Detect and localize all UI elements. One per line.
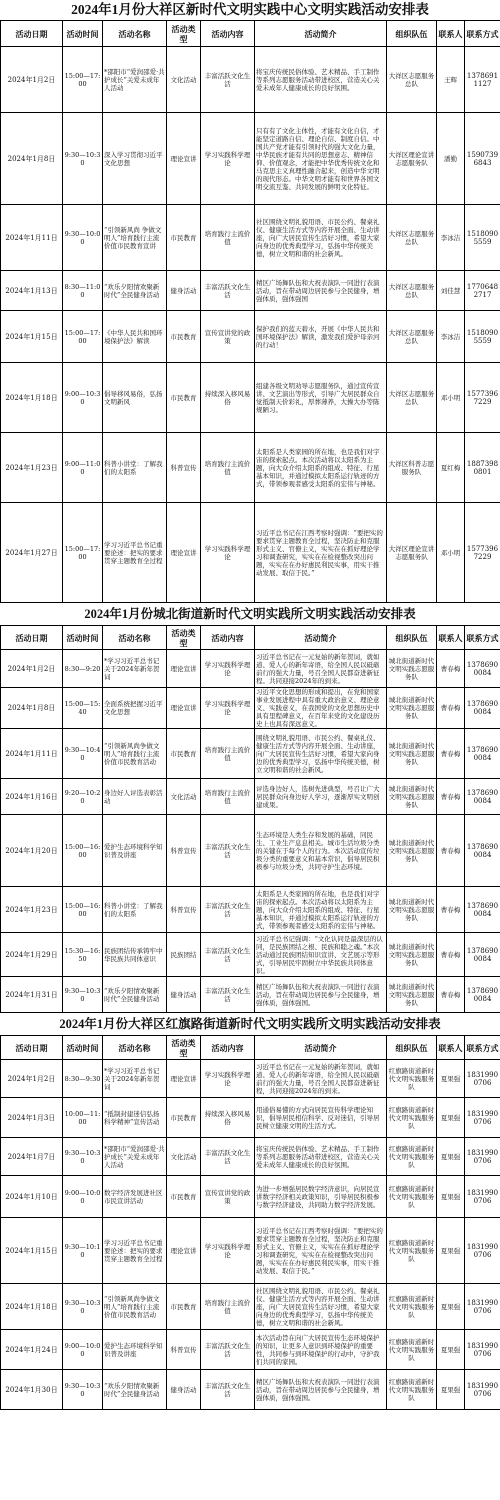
date-cell: 2024年1月3日 [1,1098,63,1138]
contact-cell: 曹春梅 [437,887,465,933]
intro-cell: 为进一步增强居民数字经济意识，向居民宣讲数字经济相关政策知识，引导居民积极参与数字经济建设，共同助力数字经济发展。 [255,1176,387,1218]
team-cell: 大祥区科普志愿服务队 [387,433,437,503]
type-cell: 健身活动 [167,271,201,311]
table-row [1,1330,500,1370]
column-header: 活动时间 [63,626,103,650]
contact-cell: 夏果强 [437,1330,465,1370]
intro-cell: 组建各级文明劝导志愿服务队，通过宣传宣讲、文艺演出等形式，引导广大居民群众自觉抵制天价彩礼，厚葬薄养，大操大办等陈规陋习。 [255,363,387,433]
column-header: 联系方式 [465,21,500,47]
table-header-row [1,626,500,650]
name-cell: “引领新风尚争做文明人”培育践行主流价值市民教育活动 [103,729,167,779]
date-cell: 2024年1月10日 [1,1176,63,1218]
contact-cell: 夏果强 [437,1218,465,1284]
table-row [1,1098,500,1138]
name-cell: *学习习近平总书记关于2024年新年贺词 [103,1060,167,1098]
time-cell: 9:30—10:30 [63,1138,103,1176]
team-cell: 大祥区志愿服务总队 [387,205,437,271]
team-cell: 大祥区志愿服务总队 [387,271,437,311]
schedule-table [0,625,500,1013]
content-cell: 丰富活跃文化生活 [201,933,255,977]
name-cell: 爱护生态环境科学知识普及讲座 [103,1330,167,1370]
time-cell: 9:30—10:30 [63,977,103,1013]
phone-cell: 15907396843 [465,113,500,205]
phone-cell: 18319900706 [465,1098,500,1138]
name-cell: 科普小讲堂：了解我们的太阳系 [103,433,167,503]
team-cell: 红旗路街道新时代文明实践服务队 [387,1176,437,1218]
date-cell: 2024年1月8日 [1,688,63,729]
phone-cell: 13786900084 [465,650,500,688]
team-cell: 城北街道新时代文明实践志愿服务队 [387,650,437,688]
team-cell: 大祥区理论宣讲志愿服务队 [387,503,437,603]
time-cell: 15:00—15:40 [63,688,103,729]
team-cell: 红旗路街道新时代文明实践服务队 [387,1138,437,1176]
column-header: 活动简介 [255,21,387,47]
date-cell: 2024年1月30日 [1,1370,63,1410]
intro-cell: 用通俗易懂的方式向居民宣传科学理论知识，倡导居民相信科学、反对迷信，引导居民树立健康文明的生活方式。 [255,1098,387,1138]
time-cell: 9:00—10:00 [63,1330,103,1370]
contact-cell: 夏果强 [437,1370,465,1410]
date-cell: 2024年1月20日 [1,815,63,887]
date-cell: 2024年1月2日 [1,1060,63,1098]
time-cell: 8:30—9:30 [63,1060,103,1098]
team-cell: 大祥区志愿服务总队 [387,311,437,363]
content-cell: 培育践行主流价值 [201,433,255,503]
column-header: 活动时间 [63,21,103,47]
name-cell: 数字经济发展进社区市民宣讲活动 [103,1176,167,1218]
type-cell: 健身活动 [167,1370,201,1410]
intro-cell: 精区广场舞队伍和大祝表演队一同进行表演活动，旨在带动周边居民参与全民健身，增强体质，强体强国 [255,271,387,311]
table-row [1,1138,500,1176]
contact-cell: 曹春梅 [437,933,465,977]
contact-cell: 刘佳慧 [437,271,465,311]
phone-cell: 15773967229 [465,503,500,603]
team-cell: 红旗路街道新时代文明实践服务队 [387,1370,437,1410]
table-row [1,1060,500,1098]
content-cell: 培育践行主流价值 [201,779,255,815]
phone-cell: 18319900706 [465,1370,500,1410]
name-cell: “抵制封建迷信弘扬科学精神”宣传活动 [103,1098,167,1138]
phone-cell: 15180905559 [465,311,500,363]
content-cell: 丰富活跃文化生活 [201,1330,255,1370]
phone-cell: 18319900706 [465,1060,500,1098]
type-cell: 文化活动 [167,47,201,113]
contact-cell: 李冰洁 [437,311,465,363]
type-cell: 市民教育 [167,205,201,271]
intro-cell: 社区围绕文明礼貌用语、市民公约、餐桌礼仪、健康生活方式等内容开展全面、生动讲座，向广大居民宣传生活好习惯，希望大家向身边的优秀典型学习，弘扬中华传统美德，树立文明和谐的社会新风。 [255,1284,387,1330]
type-cell: 理论宣讲 [167,1060,201,1098]
name-cell: 倡导移风易俗，弘扬文明新风 [103,363,167,433]
section-title: 2024年1月份大祥区新时代文明实践中心文明实践活动安排表 [71,2,429,17]
content-cell: 丰富活跃文化生活 [201,1370,255,1410]
phone-cell: 13786900084 [465,887,500,933]
column-header: 活动内容 [201,626,255,650]
name-cell: 爱护生态环境科学知识普及讲座 [103,815,167,887]
phone-cell: 18319900706 [465,1218,500,1284]
column-header: 活动简介 [255,1036,387,1060]
phone-cell: 18873980801 [465,433,500,503]
name-cell: “欢乐夕阳情欢聚新时代”全民健身活动 [103,977,167,1013]
phone-cell: 13786900084 [465,688,500,729]
team-cell: 城北街道新时代文明实践志愿服务队 [387,887,437,933]
column-header: 活动名称 [103,626,167,650]
type-cell: 科普宣传 [167,1330,201,1370]
time-cell: 15:00—17:00 [63,503,103,603]
contact-cell: 夏果强 [437,1138,465,1176]
date-cell: 2024年1月18日 [1,1284,63,1330]
time-cell: 9:30—10:30 [63,1284,103,1330]
phone-cell: 13786900084 [465,729,500,779]
name-cell: 深入学习贯彻习近平文化思想 [103,113,167,205]
intro-cell: 习近平总书记在江西考察时强调：“要把实的要求贯穿主题教育全过程，坚决防止和克服形式主义、官僚主义，实实在在抓好理论学习和调查研究，实实在在检视整改突出问题，实实在在办好惠民利民实事，用实干推动发展、取信于民。” [255,1218,387,1284]
content-cell: 培育践行主流价值 [201,1284,255,1330]
date-cell: 2024年1月11日 [1,205,63,271]
date-cell: 2024年1月31日 [1,977,63,1013]
intro-cell: 只有有了文化主体性，才能有文化自信，才能坚定道路自信、理论自信、制度自信。中国共产党才能有引领时代的强大文化力量，中华民族才能有共同的思想意志、精神信仰、价值观念，才能把中华优秀传统文化和马克思主义真理性融合起来，创造中华文明的现代形态。中华文明才能有和世界各国文明交流互鉴、共同发展的鲜明文化特征。 [255,113,387,205]
intro-cell: 社区围绕文明礼貌用语、市民公约、餐桌礼仪、健康生活方式等内容开展全面、生动讲座，向广大居民宣传生活好习惯，希望大家向身边的优秀典型学习，弘扬中华传统美德，树立文明和谐的社会新风。 [255,205,387,271]
time-cell: 9:30—10:30 [63,1370,103,1410]
column-header: 活动名称 [103,1036,167,1060]
intro-cell: 太阳系是人类家园的所在地，也是我们对宇宙的探索起点。本次活动将以太阳系为主题，向大众介绍太阳系的组成、特征、行星基本知识，并通过模拟太阳系运行轨迹的方式，带领参观者感受太阳系的宏伟与神秘。 [255,887,387,933]
time-cell: 8:30—9:20 [63,650,103,688]
column-header: 联系人 [437,1036,465,1060]
date-cell: 2024年1月7日 [1,1138,63,1176]
date-cell: 2024年1月18日 [1,363,63,433]
contact-cell: 曹春梅 [437,729,465,779]
column-header: 活动时间 [63,1036,103,1060]
type-cell: 市民教育 [167,363,201,433]
type-cell: 民族团结 [167,933,201,977]
date-cell: 2024年1月27日 [1,503,63,603]
table-header-row [1,21,500,47]
time-cell: 9:20—10:20 [63,779,103,815]
schedule-table [0,20,500,603]
date-cell: 2024年1月23日 [1,887,63,933]
date-cell: 2024年1月13日 [1,271,63,311]
table-row [1,1370,500,1410]
intro-cell: 习近平总书记在江西考察时强调：“要把实的要求贯穿主题教育全过程，坚决防止和克服形式主义、官僚主义，实实在在抓好理论学习和调查研究，实实在在检视整改突出问题，实实在在办好惠民利民实事，用实干推动发展、取信于民。” [255,503,387,603]
table-row [1,1284,500,1330]
intro-cell: 习近平总书记在一元复始的新年贺词，就如道、爱人心的新年寄语，给全国人民以砥砺前行的强大力量，号召全国人民都奋进新征程。共同迎接2024年的到来。 [255,650,387,688]
phone-cell: 18319900706 [465,1284,500,1330]
contact-cell: 夏红梅 [437,433,465,503]
date-cell: 2024年1月2日 [1,47,63,113]
type-cell: 科普宣传 [167,887,201,933]
phone-cell: 13786900084 [465,933,500,977]
time-cell: 15:00—16:00 [63,887,103,933]
phone-cell: 17706482717 [465,271,500,311]
intro-cell: 将宝庆传统民俗体验、艺术精品、手工制作等系列志愿服务活动带进校区，营造关心关爱未成年人健康成长的良好氛围。 [255,47,387,113]
content-cell: 丰富活跃文化生活 [201,1138,255,1176]
content-cell: 培育践行主流价值 [201,205,255,271]
contact-cell: 夏果强 [437,1098,465,1138]
time-cell: 9:00—10:00 [63,1176,103,1218]
time-cell: 15:00—17:00 [63,311,103,363]
type-cell: 市民教育 [167,1176,201,1218]
intro-cell: 精区广场舞队伍和大祝表演队一同进行表演活动，旨在带动周边居民参与全民健身，增强体质，强体强国。 [255,977,387,1013]
table-row [1,977,500,1013]
team-cell: 大祥区志愿服务总队 [387,363,437,433]
type-cell: 理论宣讲 [167,503,201,603]
phone-cell: 13786900084 [465,815,500,887]
contact-cell: 曹春梅 [437,977,465,1013]
time-cell: 10:00—11:00 [63,1098,103,1138]
name-cell: *邵阳市“爱润邵爱·共护成长”关爱未成年人活动 [103,47,167,113]
intro-cell: 太阳系是人类家园的所在地，也是我们对宇宙的探索起点。本次活动将以太阳系为主题，向大众介绍太阳系的组成、特征、行星基本知识，并通过模拟太阳系运行轨迹的方式，带领参观者感受太阳系的宏伟与神秘。 [255,433,387,503]
column-header: 活动内容 [201,21,255,47]
phone-cell: 13786911127 [465,47,500,113]
date-cell: 2024年1月15日 [1,1218,63,1284]
column-header: 组织队伍 [387,626,437,650]
contact-cell: 曹春梅 [437,650,465,688]
column-header: 联系人 [437,21,465,47]
schedule-table [0,1035,500,1410]
contact-cell: 潘勤 [437,113,465,205]
type-cell: 市民教育 [167,311,201,363]
content-cell: 丰富活跃文化生活 [201,815,255,887]
name-cell: 全面系统把握习近平文化思想 [103,688,167,729]
table-row [1,887,500,933]
type-cell: 理论宣讲 [167,1218,201,1284]
time-cell: 15:00—16:00 [63,815,103,887]
date-cell: 2024年1月29日 [1,933,63,977]
phone-cell: 13786900084 [465,977,500,1013]
table-row [1,205,500,271]
column-header: 活动日期 [1,21,63,47]
table-row [1,1218,500,1284]
time-cell: 9:30—10:10 [63,1218,103,1284]
table-row [1,113,500,205]
team-cell: 红旗路街道新时代文明实践服务队 [387,1330,437,1370]
date-cell: 2024年1月8日 [1,113,63,205]
table-row [1,311,500,363]
table-row [1,779,500,815]
table-row [1,503,500,603]
table-row [1,1176,500,1218]
content-cell: 宣传宣讲党的政策 [201,311,255,363]
date-cell: 2024年1月24日 [1,1330,63,1370]
type-cell: 健身活动 [167,977,201,1013]
table-row [1,433,500,503]
type-cell: 科普宣传 [167,815,201,887]
intro-cell: 将宝庆传统民俗体验、艺术精品、手工制作等系列志愿服务活动带进校区，营造关心关爱未成年人健康成长的良好氛围。 [255,1138,387,1176]
column-header: 联系人 [437,626,465,650]
intro-cell: 习近平总书记在一元复始的新年贺词，就如道、爱人心的新年寄语，给全国人民以砥砺前行的强大力量，号召全国人民都奋进新征程，共同迎接2024年的到来。 [255,1060,387,1098]
team-cell: 红旗路街道新时代文明实践服务队 [387,1060,437,1098]
intro-cell: 评选身边好人，选树先进典型，号召让广大居民群众向身边好人学习，逐渐厚实文明创建成果。 [255,779,387,815]
column-header: 组织队伍 [387,1036,437,1060]
table-row [1,688,500,729]
column-header: 活动名称 [103,21,167,47]
name-cell: “欢乐夕阳情欢聚新时代”全民健身活动 [103,271,167,311]
column-header: 活动类型 [167,626,201,650]
type-cell: 市民教育 [167,1284,201,1330]
section-title: 2024年1月份大祥区红旗路街道新时代文明实践所文明实践活动安排表 [59,1017,441,1031]
type-cell: 文化活动 [167,779,201,815]
type-cell: 理论宣讲 [167,113,201,205]
time-cell: 9:00—10:30 [63,363,103,433]
team-cell: 城北街道新时代文明实践志愿服务队 [387,815,437,887]
contact-cell: 夏果强 [437,1060,465,1098]
name-cell: “欢乐夕阳情欢聚新时代”全民健身活动 [103,1370,167,1410]
contact-cell: 邓小明 [437,363,465,433]
name-cell: 科普小讲堂：了解我们的太阳系 [103,887,167,933]
table-row [1,363,500,433]
team-cell: 红旗路街道新时代文明实践服务队 [387,1218,437,1284]
name-cell: 身边好人评选表彰活动 [103,779,167,815]
team-cell: 城北街道新时代文明实践志愿服务队 [387,729,437,779]
time-cell: 9:30—10:30 [63,113,103,205]
content-cell: 学习实践科学理论 [201,1060,255,1098]
time-cell: 15:30—16:50 [63,933,103,977]
type-cell: 理论宣讲 [167,650,201,688]
contact-cell: 李冰洁 [437,205,465,271]
time-cell: 9:30—10:40 [63,729,103,779]
name-cell: 学习习近平总书记重要论述：把实的要求贯穿主题教育全过程 [103,1218,167,1284]
phone-cell: 15773967229 [465,363,500,433]
team-cell: 大祥区志愿服务总队 [387,47,437,113]
phone-cell: 18319900706 [465,1138,500,1176]
intro-cell: 生态环境是人类生存和发展的基础，同民生、工业生产息息相关。城市生活垃圾分类的关键在于每个人的行为。本次活动宣传垃圾分类的重要意义和基本常识，倡导居民积极参与垃圾分类，共同守护生态环境。 [255,815,387,887]
column-header: 联系方式 [465,1036,500,1060]
table-row [1,650,500,688]
team-cell: 城北街道新时代文明实践志愿服务队 [387,933,437,977]
column-header: 活动简介 [255,626,387,650]
intro-cell: 保护我们的蓝天碧水，开展《中华人民共和国环境保护法》解读，激发我们爱护母亲河的行动！ [255,311,387,363]
contact-cell: 曹春梅 [437,688,465,729]
phone-cell: 18319900706 [465,1330,500,1370]
type-cell: 文化活动 [167,1138,201,1176]
table-header-row [1,1036,500,1060]
phone-cell: 15180905559 [465,205,500,271]
intro-cell: 围绕文明礼貌用语、市民公约、餐桌礼仪、健康生活方式等内容开展全面、生动讲座，向广大居民宣传生活好习惯，希望大家向身边的优秀典型学习，弘扬中华传统美德，树立文明和谐的社会新风。 [255,729,387,779]
date-cell: 2024年1月15日 [1,311,63,363]
date-cell: 2024年1月23日 [1,433,63,503]
column-header: 活动日期 [1,1036,63,1060]
intro-cell: 习近平文化思想的形成和提出，在党和国家事业发展进程中具有重大政治意义、理论意义、实践意义，在我国党的文化思想历史中具有里程碑意义，在百年来党的文化建设历史上也具有深远意义。 [255,688,387,729]
column-header: 活动类型 [167,1036,201,1060]
time-cell: 9:00—11:00 [63,433,103,503]
column-header: 活动日期 [1,626,63,650]
content-cell: 宣传宣讲党的政策 [201,1176,255,1218]
date-cell: 2024年1月2日 [1,650,63,688]
content-cell: 培育践行主流价值 [201,729,255,779]
content-cell: 丰富活跃文化生活 [201,887,255,933]
content-cell: 学习实践科学理论 [201,503,255,603]
type-cell: 科普宣传 [167,433,201,503]
team-cell: 城北街道新时代文明实践志愿服务队 [387,688,437,729]
table-row [1,271,500,311]
intro-cell: 本次活动旨在向广大居民宣传生态环境保护的知识，让更多人意识到环境保护的重要性，共同参与到环境保护的行动中，守护我们共同的家园。 [255,1330,387,1370]
table-row [1,47,500,113]
team-cell: 城北街道新时代文明实践志愿服务队 [387,779,437,815]
name-cell: *学习习近平总书记关于2024年新年贺词 [103,650,167,688]
intro-cell: 精区广场舞队伍和大祝表演队一同进行表演活动，旨在带动周边居民参与全民健身，增强体质，强体强国。 [255,1370,387,1410]
table-row [1,729,500,779]
content-cell: 丰富活跃文化生活 [201,271,255,311]
content-cell: 丰富活跃文化生活 [201,47,255,113]
contact-cell: 夏果强 [437,1284,465,1330]
content-cell: 学习实践科学理论 [201,1218,255,1284]
table-row [1,933,500,977]
content-cell: 持续深入移风易俗 [201,363,255,433]
name-cell: 《中华人民共和国环境保护法》解读 [103,311,167,363]
content-cell: 学习实践科学理论 [201,650,255,688]
team-cell: 大祥区理论宣讲志愿服务队 [387,113,437,205]
contact-cell: 邓小明 [437,503,465,603]
phone-cell: 18319900706 [465,1176,500,1218]
team-cell: 红旗路街道新时代文明实践服务队 [387,1284,437,1330]
content-cell: 持续深入移风易俗 [201,1098,255,1138]
contact-cell: 曹春梅 [437,815,465,887]
contact-cell: 王辉 [437,47,465,113]
type-cell: 市民教育 [167,1098,201,1138]
content-cell: 学习实践科学理论 [201,688,255,729]
type-cell: 理论宣讲 [167,688,201,729]
team-cell: 城北街道新时代文明实践志愿服务队 [387,977,437,1013]
intro-cell: 习近平总书记强调：“文化认同是最深层的认同，是民族团结之根、民族和睦之魂。”本次活动通过民族团结知识宣讲、文艺展示等形式，引导居民牢固树立中华民族共同体意识。 [255,933,387,977]
time-cell: 8:30—11:00 [63,271,103,311]
name-cell: “引领新风尚 争做文明人”培育践行主流价值市民教育宣讲 [103,205,167,271]
team-cell: 红旗路街道新时代文明实践服务队 [387,1098,437,1138]
name-cell: “引领新风尚争做文明人”培育践行主流价值市民教育活动 [103,1284,167,1330]
name-cell: *邵阳市“爱润邵爱·共护成长”关爱未成年人活动 [103,1138,167,1176]
contact-cell: 曹春梅 [437,779,465,815]
phone-cell: 13786900084 [465,779,500,815]
table-row [1,815,500,887]
name-cell: 学习习近平总书记重要论述：把实的要求贯穿主题教育全过程 [103,503,167,603]
column-header: 组织队伍 [387,21,437,47]
date-cell: 2024年1月16日 [1,779,63,815]
contact-cell: 夏果强 [437,1176,465,1218]
time-cell: 15:00—17:00 [63,47,103,113]
content-cell: 丰富活跃文化生活 [201,977,255,1013]
column-header: 联系方式 [465,626,500,650]
time-cell: 9:30—10:00 [63,205,103,271]
section-title: 2024年1月份城北街道新时代文明实践所文明实践活动安排表 [84,607,416,621]
name-cell: 民族团结传承铸牢中华民族共同体意识 [103,933,167,977]
column-header: 活动类型 [167,21,201,47]
date-cell: 2024年1月11日 [1,729,63,779]
content-cell: 学习实践科学理论 [201,113,255,205]
column-header: 活动内容 [201,1036,255,1060]
type-cell: 市民教育 [167,729,201,779]
